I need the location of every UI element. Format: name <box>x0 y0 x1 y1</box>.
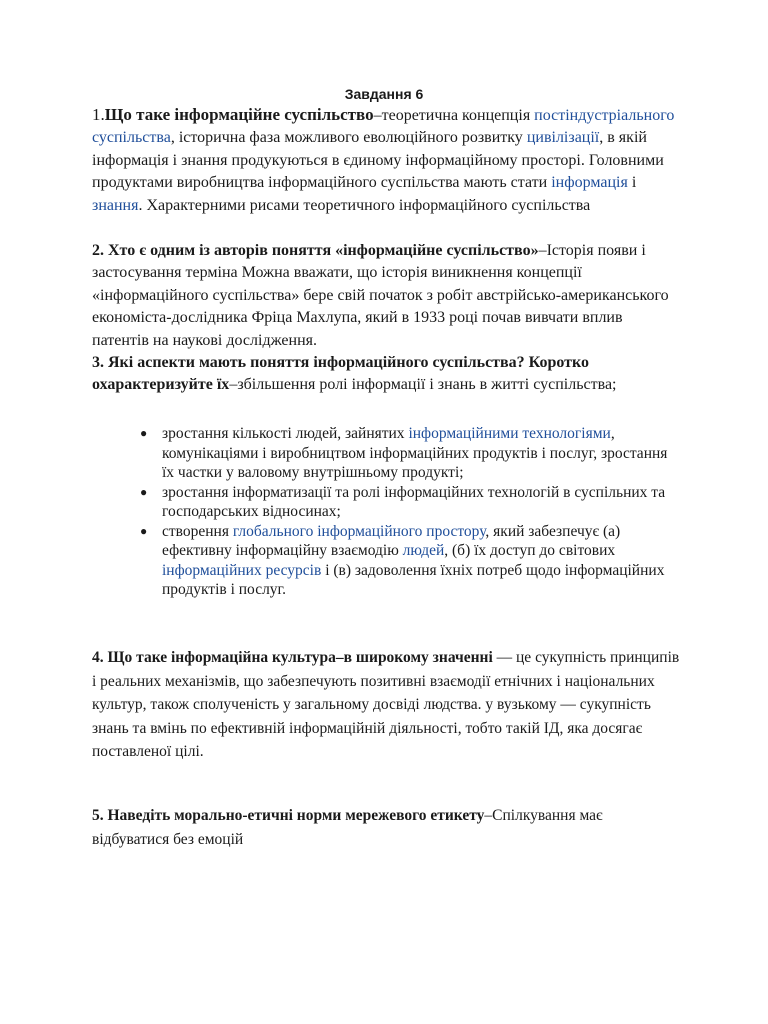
question-1-text: Що таке інформаційне суспільство <box>104 105 374 124</box>
document-title: Завдання 6 <box>344 86 424 102</box>
answer-4-text: — це сукупність принципів і реальних механізмів, що забезпечують позитивні взаємодії етнічних і національних культур, також сполученість у загальному досвіді людства. у вузькому — сукупність знань та вмінь по ефективній інформаційній діяльності, тобто такій ІД, яка досягає поставленої цілі. <box>92 649 680 760</box>
bullet-1-part-1: зростання кількості людей, зайнятих <box>162 425 409 442</box>
link-people[interactable]: людей <box>402 542 445 559</box>
answer-1-part-1: –теоретична концепція <box>373 107 535 124</box>
link-knowledge[interactable]: знання <box>92 196 139 214</box>
bullet-3-part-4: і (в) задоволення їхніх потреб щодо інформаційних продуктів і послуг. <box>162 561 665 598</box>
question-2-paragraph <box>92 240 682 352</box>
link-information-resources[interactable]: інформаційних ресурсів <box>162 561 322 579</box>
question-3-paragraph <box>92 352 682 397</box>
question-5-paragraph <box>92 804 682 851</box>
answer-1-part-4: і <box>627 174 637 192</box>
question-3-text: 3. Які аспекти мають поняття інформаційного суспільства? Коротко охарактеризуйте їх <box>92 354 590 394</box>
link-civilization[interactable]: цивілізації <box>526 129 600 147</box>
answer-1-part-5: . Характерними рисами теоретичного інформаційного суспільства <box>138 196 591 214</box>
bullet-3-part-3: , (б) їх доступ до світових <box>444 542 616 559</box>
list-item <box>92 522 682 600</box>
answer-2-text: –Історія появи і застосування терміна Можна вважати, що історія виникнення концепції «інформаційного суспільства» бере свій початок з робіт австрійсько-американського економіста-дослідника Фріца Махлупа, який в 1933 році почав вивчати вплив патентів на наукові дослідження. <box>92 242 669 349</box>
bullet-icon: ● <box>140 426 148 440</box>
bullet-icon: ● <box>140 484 148 499</box>
answer-3-text: –збільшення ролі інформації і знань в житті суспільства; <box>229 376 617 394</box>
bullet-icon: ● <box>140 523 148 538</box>
list-item <box>92 424 682 483</box>
aspects-bullet-list <box>92 424 682 600</box>
question-4-paragraph <box>92 646 682 764</box>
bullet-3-part-1: створення <box>162 522 233 540</box>
answer-1-part-2: , історична фаза можливого еволюційного розвитку <box>170 129 527 147</box>
question-2-text: 2. Хто є одним із авторів поняття «інформаційне суспільство» <box>92 242 539 259</box>
answer-1-part-3: , в якій інформація і знання продукуються в єдиному інформаційному просторі. Головними продуктами виробництва інформаційного суспільства мають стати <box>92 129 664 192</box>
bullet-3-part-2: , який забезпечує (а) ефективну інформаційну взаємодію <box>162 522 621 559</box>
bullet-1-part-2: , комунікаціями і виробництвом інформаційних продуктів і послуг, зростання їх частки у валовому внутрішньому продукті; <box>162 425 668 481</box>
link-information-technologies[interactable]: інформаційними технологіями <box>408 425 611 442</box>
answer-5-text: –Спілкування має відбуватися без емоцій <box>92 807 603 848</box>
list-item <box>92 483 682 522</box>
question-1-paragraph <box>92 104 682 217</box>
question-4-text: 4. Що таке інформаційна культура–в широкому значенні <box>92 649 493 666</box>
bullet-2-text: зростання інформатизації та ролі інформаційних технологій в суспільних та господарських відносинах; <box>162 483 666 520</box>
question-1-number: 1. <box>92 105 105 124</box>
link-global-information-space[interactable]: глобального інформаційного простору <box>232 522 486 540</box>
link-information[interactable]: інформація <box>551 174 628 192</box>
question-5-text: 5. Наведіть морально-етичні норми мережевого етикету <box>92 807 485 824</box>
link-postindustrial-society[interactable]: постіндустріального суспільства <box>92 107 675 147</box>
